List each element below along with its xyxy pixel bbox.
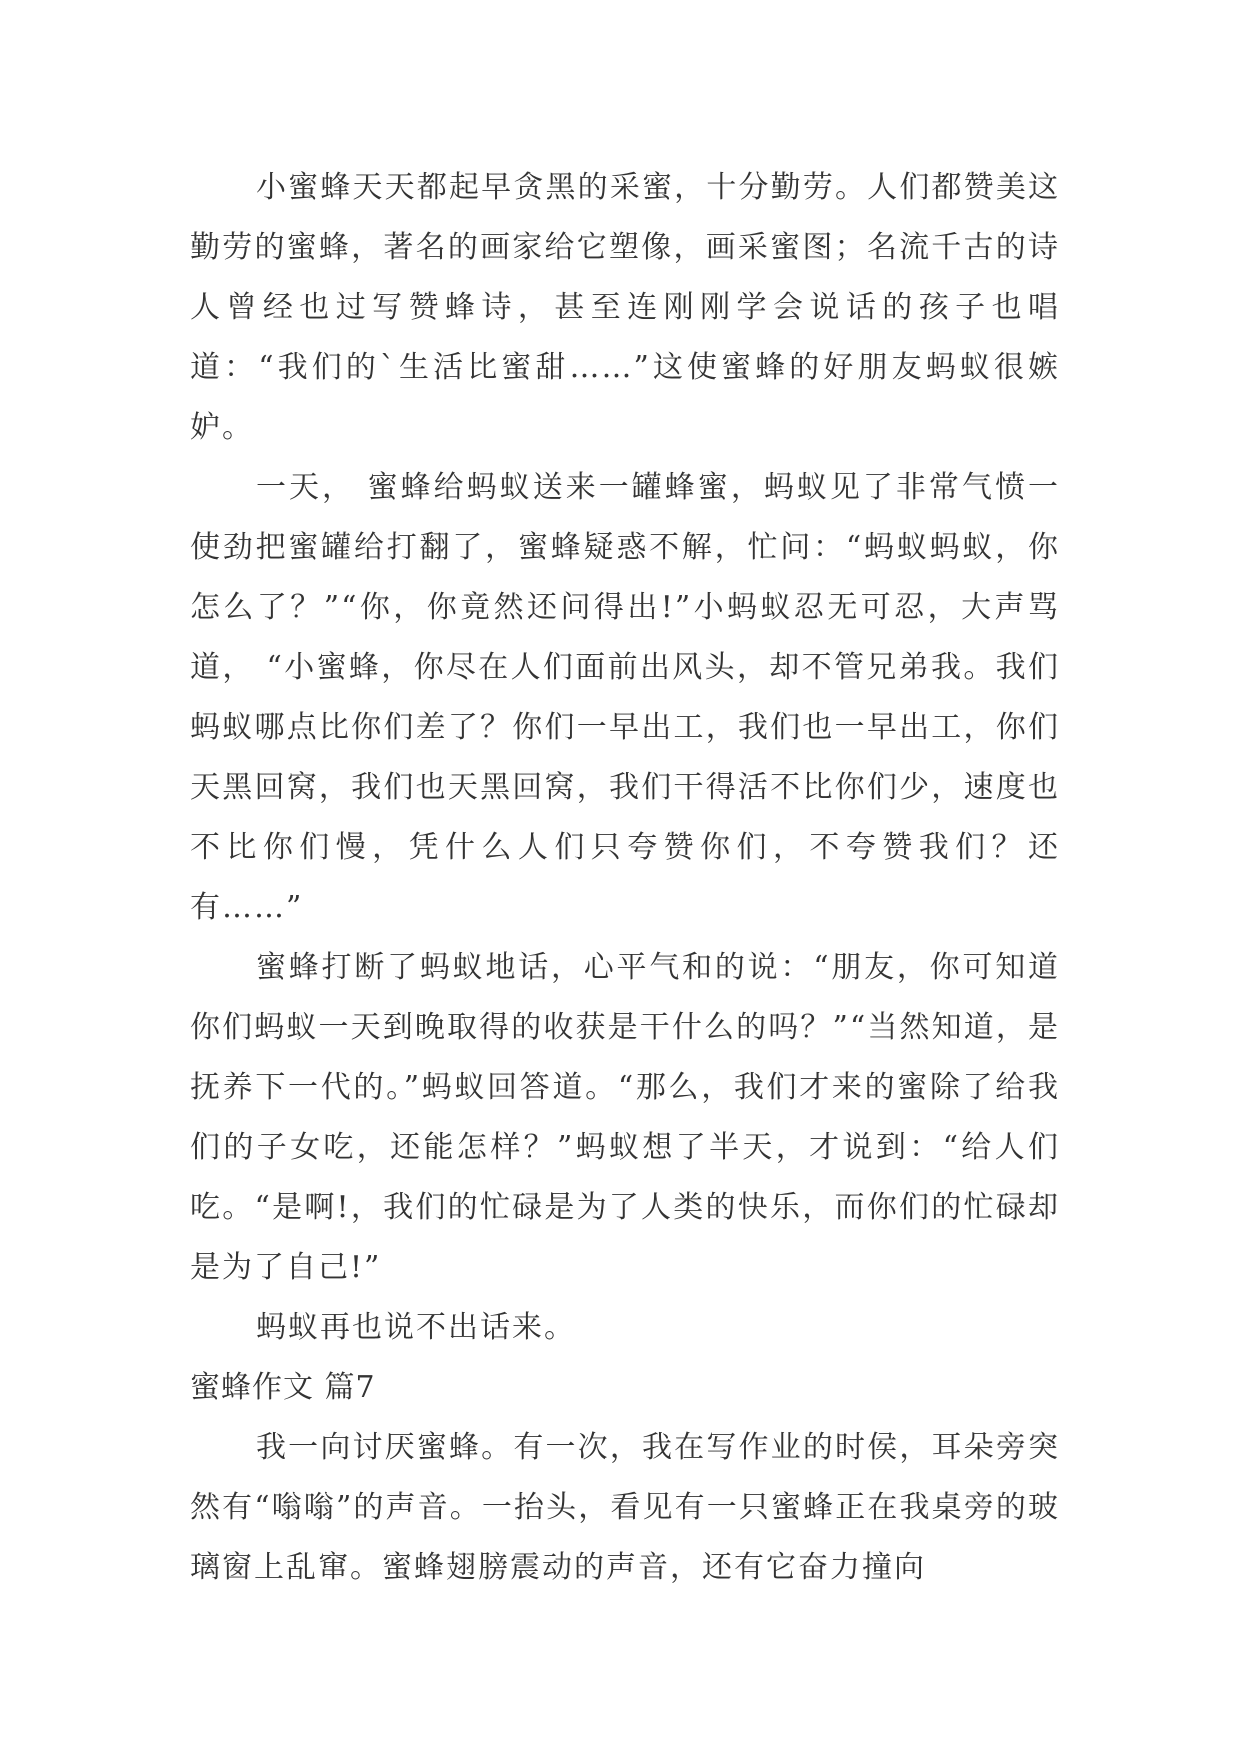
paragraph-4: 蚂蚁再也说不出话来。 [256,1310,576,1345]
paragraph-5: 我一向讨厌蜜蜂。有一次，我在写作业的时侯，耳朵旁突然有“嗡嗡”的声音。一抬头，看见有一只蜜蜂正在我桌旁的玻璃窗上乱窜。蜜蜂翅膀震动的声音，还有它奋力撞向 [190,1430,1060,1585]
paragraph-3: 蜜蜂打断了蚂蚁地话，心平气和的说：“朋友，你可知道你们蚂蚁一天到晚取得的收获是干什么的吗？”“当然知道，是抚养下一代的。”蚂蚁回答道。“那么，我们才来的蜜除了给我们的子女吃，还能怎样？”蚂蚁想了半天，才说到：“给人们吃。“是啊!，我们的忙碌是为了人类的快乐，而你们的忙碌却是为了自己!” [190,950,1060,1285]
paragraph-2: 一天， 蜜蜂给蚂蚁送来一罐蜂蜜，蚂蚁见了非常气愤一使劲把蜜罐给打翻了，蜜蜂疑惑不解，忙问：“蚂蚁蚂蚁，你怎么了？”“你，你竟然还问得出!”小蚂蚁忍无可忍，大声骂道， “小蜜蜂，你尽在人们面前出风头，却不管兄弟我。我们蚂蚁哪点比你们差了？你们一早出工，我们也一早出工，你们天黑回窝，我们也天黑回窝，我们干得活不比你们少，速度也不比你们慢，凭什么人们只夸赞你们，不夸赞我们？还有……” [190,470,1060,925]
section-heading: 蜜蜂作文 篇7 [190,1370,376,1405]
document-body [190,158,1060,1598]
paragraph-1: 小蜜蜂天天都起早贪黑的采蜜，十分勤劳。人们都赞美这勤劳的蜜蜂，著名的画家给它塑像，画采蜜图；名流千古的诗人曾经也过写赞蜂诗，甚至连刚刚学会说话的孩子也唱道：“我们的`生活比蜜甜……”这使蜜蜂的好朋友蚂蚁很嫉妒。 [190,170,1060,445]
